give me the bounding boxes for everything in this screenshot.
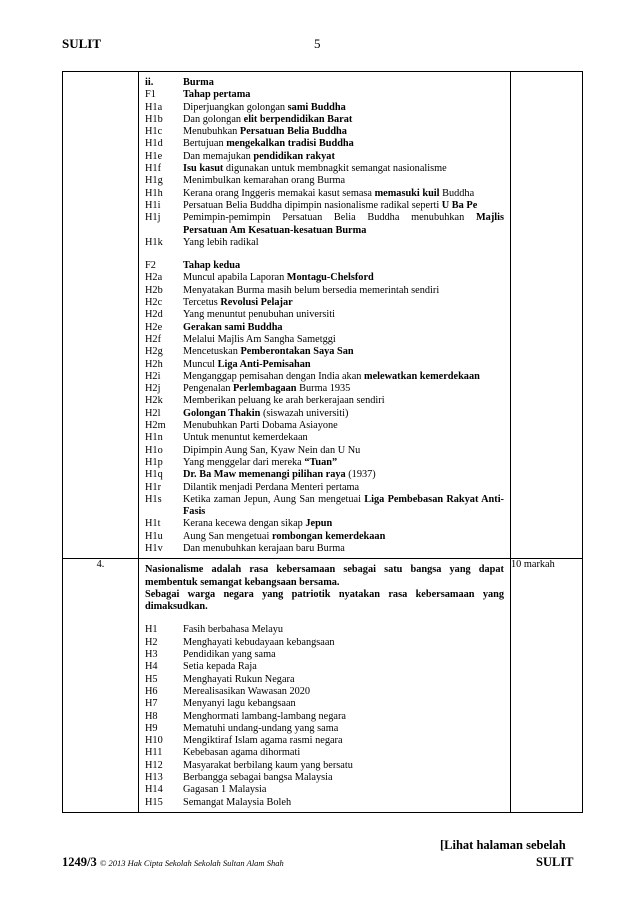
item-code: H1i [145,199,161,211]
item-text [183,420,504,432]
text-fragment: Kerana orang Inggeris memakai kasut semasa [183,187,375,199]
bold-text: melewatkan kemerdekaan [364,370,480,382]
page-number: 5 [314,36,321,51]
item-text [183,531,504,543]
text-fragment: Untuk menuntut kemerdekaan [183,432,308,444]
item-code: H1a [145,101,163,113]
item-text [183,114,504,126]
list-item [145,457,504,469]
item-code: H2b [145,284,163,296]
empty-marks-cell [511,72,583,559]
empty-number-cell [63,72,139,559]
text-fragment: Dan memajukan [183,150,254,162]
item-text [183,163,504,175]
list-item [145,674,504,686]
item-text: Kebebasan agama dihormati [183,747,301,759]
item-code: H1 [145,624,158,636]
list-item [145,772,504,784]
footer-sulit: SULIT [536,855,574,869]
item-text: Pendidikan yang sama [183,649,276,661]
text-fragment: Tercetus [183,297,221,309]
list-item [145,272,504,284]
f2-heading [145,260,504,272]
f1-code: F1 [145,89,156,101]
item-code: H5 [145,673,158,685]
item-text [183,346,504,358]
text-fragment: Pemimpin-pemimpin Persatuan Belia Buddha menubuhkan [183,212,476,224]
list-item [145,698,504,710]
item-code: H15 [145,796,163,808]
f2-list [145,272,504,555]
list-item [145,637,504,649]
item-text: Gagasan 1 Malaysia [183,784,267,796]
question-4-content-cell [139,559,511,813]
section-heading [145,77,504,89]
text-fragment: Muncul [183,358,218,370]
item-code: H4 [145,661,158,673]
item-code: H1e [145,150,163,162]
bold-text: pendidikan rakyat [253,150,335,162]
paper-code-number: 1249/3 [62,855,97,869]
item-text [183,359,504,371]
item-text [183,482,504,494]
list-item [145,285,504,297]
bold-text: Perlembagaan [233,383,297,395]
list-item [145,420,504,432]
item-code: H1j [145,212,161,224]
bold-text: Jepun [305,518,333,530]
text-fragment: Yang menggelar dari mereka [183,456,305,468]
list-item [145,624,504,636]
list-item [145,200,504,212]
item-code: H2k [145,395,163,407]
text-fragment: Memberikan peluang ke arah berkerajaan sendiri [183,395,385,407]
item-text: Fasih berbahasa Melayu [183,624,284,636]
bold-text: Majlis Persatuan Am Kesatuan-kesatuan Burma [183,212,504,236]
item-text [183,494,504,519]
item-code: H2c [145,297,163,309]
list-item [145,797,504,809]
marks-cell: 10 markah [511,559,583,813]
text-fragment: Dan golongan [183,113,244,125]
list-item [145,359,504,371]
text-fragment: Kerana kecewa dengan sikap [183,518,306,530]
item-code: H1q [145,469,163,481]
bold-text: Liga Pembebasan Rakyat Anti-Fasis [183,493,504,518]
item-code: H1g [145,175,163,187]
item-code: H9 [145,722,158,734]
item-code: H2d [145,309,163,321]
list-item [145,784,504,796]
item-code: H1o [145,444,163,456]
item-code: H1c [145,126,163,138]
list-item [145,212,504,237]
bold-text: Isu kasut [183,163,224,175]
item-code: H2i [145,370,161,382]
item-text [183,237,504,249]
text-fragment: Burma 1935 [296,383,351,395]
item-text [183,334,504,346]
text-fragment: Menubuhkan [183,126,240,138]
item-code: H2l [145,407,161,419]
paper-code [62,855,284,870]
list-item [145,334,504,346]
bold-text: memasuki kuil [374,187,440,199]
list-item [145,126,504,138]
item-text [183,322,504,334]
table-row-question-4 [63,559,583,813]
list-item [145,163,504,175]
list-item [145,102,504,114]
answer-table [62,71,583,813]
list-item [145,151,504,163]
item-code: H2g [145,346,163,358]
item-code: H3 [145,649,158,661]
item-text: Menghayati kebudayaan kebangsaan [183,636,335,648]
text-fragment: Persatuan Belia Buddha dipimpin nasionalisme radikal seperti [183,199,442,211]
text-fragment: Diperjuangkan golongan [183,101,288,113]
list-item [145,432,504,444]
item-code: H2j [145,383,161,395]
item-code: H1p [145,456,163,468]
text-fragment: Bertujuan [183,138,227,150]
list-item [145,445,504,457]
list-item [145,175,504,187]
item-text: Merealisasikan Wawasan 2020 [183,685,311,697]
list-item [145,723,504,735]
item-text: Setia kepada Raja [183,661,257,673]
text-fragment: Melalui Majlis Am Sangha Sametggi [183,333,336,345]
item-text: Menghormati lambang-lambang negara [183,710,346,722]
item-code: H2a [145,272,163,284]
item-text [183,432,504,444]
text-fragment: Dilantik menjadi Perdana Menteri pertama [183,481,360,493]
table-row-burma [63,72,583,559]
text-fragment: Menyatakan Burma masih belum bersedia memerintah sendiri [183,284,440,296]
item-text [183,151,504,163]
text-fragment: Ketika zaman Jepun, Aung San mengetuai [183,493,365,505]
item-text [183,457,504,469]
header-sulit: SULIT [62,36,102,51]
item-text [183,126,504,138]
list-item [145,297,504,309]
list-item [145,686,504,698]
item-code: H2h [145,358,163,370]
item-code: H11 [145,747,163,759]
f2-title: Tahap kedua [183,260,241,272]
text-fragment: (1937) [345,469,376,481]
bold-text: Dr. Ba Maw memenangi pilihan raya [183,469,346,481]
item-text [183,408,504,420]
item-text [183,445,504,457]
item-code: H6 [145,685,158,697]
item-code: H2 [145,636,158,648]
item-text [183,309,504,321]
list-item [145,371,504,383]
bold-text: Liga Anti-Pemisahan [217,358,311,370]
text-fragment: Mencetuskan [183,346,241,358]
list-item [145,661,504,673]
item-code: H1r [145,481,162,493]
bold-text: “Tuan” [304,456,338,468]
bold-text: Persatuan Belia Buddha [239,126,347,138]
item-text [183,200,504,212]
list-item [145,322,504,334]
list-item [145,482,504,494]
item-code: H1d [145,138,163,150]
item-code: H1u [145,530,163,542]
item-text: Mematuhi undang-undang yang sama [183,722,339,734]
text-fragment: Menubuhkan Parti Dobama Asiayone [183,420,338,432]
list-item [145,760,504,772]
item-code: H13 [145,772,163,784]
text-fragment: Dipimpin Aung San, Kyaw Nein dan U Nu [183,444,361,456]
bold-text: mengekalkan tradisi Buddha [226,138,354,150]
text-fragment: digunakan untuk membnagkit semangat nasionalisme [223,163,447,175]
item-code: H2f [145,333,162,345]
f1-heading [145,89,504,101]
list-item [145,711,504,723]
list-item [145,383,504,395]
item-code: H1f [145,163,162,175]
text-fragment: Dan menubuhkan kerajaan baru Burma [183,542,345,554]
item-code: H1t [145,518,161,530]
list-item [145,747,504,759]
bold-text: rombongan kemerdekaan [271,530,386,542]
item-text [183,285,504,297]
list-item [145,531,504,543]
section-label: ii. [145,77,154,88]
item-text [183,138,504,150]
text-fragment: Pengenalan [183,383,234,395]
section-title: Burma [183,77,214,88]
item-text: Menghayati Rukun Negara [183,673,295,685]
item-text [183,297,504,309]
text-fragment: Aung San mengetuai [183,530,272,542]
list-item [145,395,504,407]
question-intro: Nasionalisme adalah rasa kebersamaan sebagai satu bangsa yang dapat membentuk semangat kebangsaan bersama. [145,564,504,588]
bold-text: Montagu-Chelsford [286,272,374,284]
item-text [183,469,504,481]
f2-code: F2 [145,260,156,272]
f1-title: Tahap pertama [183,89,251,101]
bold-text: sami Buddha [287,101,346,113]
next-page-note: [Lihat halaman sebelah [440,838,566,852]
bold-text: Golongan Thakin [183,407,261,419]
item-code: H8 [145,710,158,722]
text-fragment: Menimbulkan kemarahan orang Burma [183,175,346,187]
item-text [183,383,504,395]
item-code: H7 [145,698,158,710]
item-text [183,188,504,200]
item-text: Berbangga sebagai bangsa Malaysia [183,772,333,784]
item-code: H12 [145,759,163,771]
item-code: H10 [145,735,163,747]
item-text [183,272,504,284]
item-text [183,212,504,237]
bold-text: Revolusi Pelajar [220,297,293,309]
copyright-text: © 2013 Hak Cipta Sekolah Sekolah Sultan Alam Shah [99,858,284,868]
list-item [145,346,504,358]
question-prompt: Sebagai warga negara yang patriotik nyatakan rasa kebersamaan yang dimaksudkan. [145,588,504,613]
item-text [183,395,504,407]
item-code: H1b [145,113,163,125]
q4-list [145,624,504,808]
item-code: H14 [145,784,163,796]
list-item [145,735,504,747]
item-code: H1n [145,432,163,444]
list-item [145,114,504,126]
bold-text: Pemberontakan Saya San [240,346,354,358]
bold-text: Gerakan sami Buddha [183,321,283,333]
item-text: Mengiktiraf Islam agama rasmi negara [183,735,343,747]
bold-text: U Ba Pe [441,199,478,211]
item-code: H1k [145,236,163,248]
list-item [145,138,504,150]
item-text [183,371,504,383]
item-text [183,175,504,187]
item-code: H2e [145,321,163,333]
list-item [145,649,504,661]
text-fragment: Yang lebih radikal [183,236,259,248]
list-item [145,543,504,555]
text-fragment: Menganggap pemisahan dengan India akan [183,370,364,382]
list-item [145,309,504,321]
text-fragment: (siswazah universiti) [260,407,349,419]
item-code: H2m [145,420,166,432]
item-text: Menyanyi lagu kebangsaan [183,698,296,710]
item-text: Masyarakat berbilang kaum yang bersatu [183,759,353,771]
burma-content-cell [139,72,511,559]
question-number: 4. [63,559,139,813]
f1-list [145,102,504,250]
text-fragment: Buddha [439,187,475,199]
item-text [183,543,504,555]
list-item [145,188,504,200]
list-item [145,237,504,249]
bold-text: elit berpendidikan Barat [243,113,353,125]
item-code: H1v [145,542,163,554]
item-text: Semangat Malaysia Boleh [183,796,292,808]
text-fragment: Muncul apabila Laporan [183,272,287,284]
list-item [145,408,504,420]
list-item [145,469,504,481]
list-item [145,518,504,530]
text-fragment: Yang menuntut penubuhan universiti [183,309,335,321]
item-text [183,518,504,530]
item-code: H1s [145,493,162,505]
list-item [145,494,504,519]
item-text [183,102,504,114]
item-code: H1h [145,187,163,199]
